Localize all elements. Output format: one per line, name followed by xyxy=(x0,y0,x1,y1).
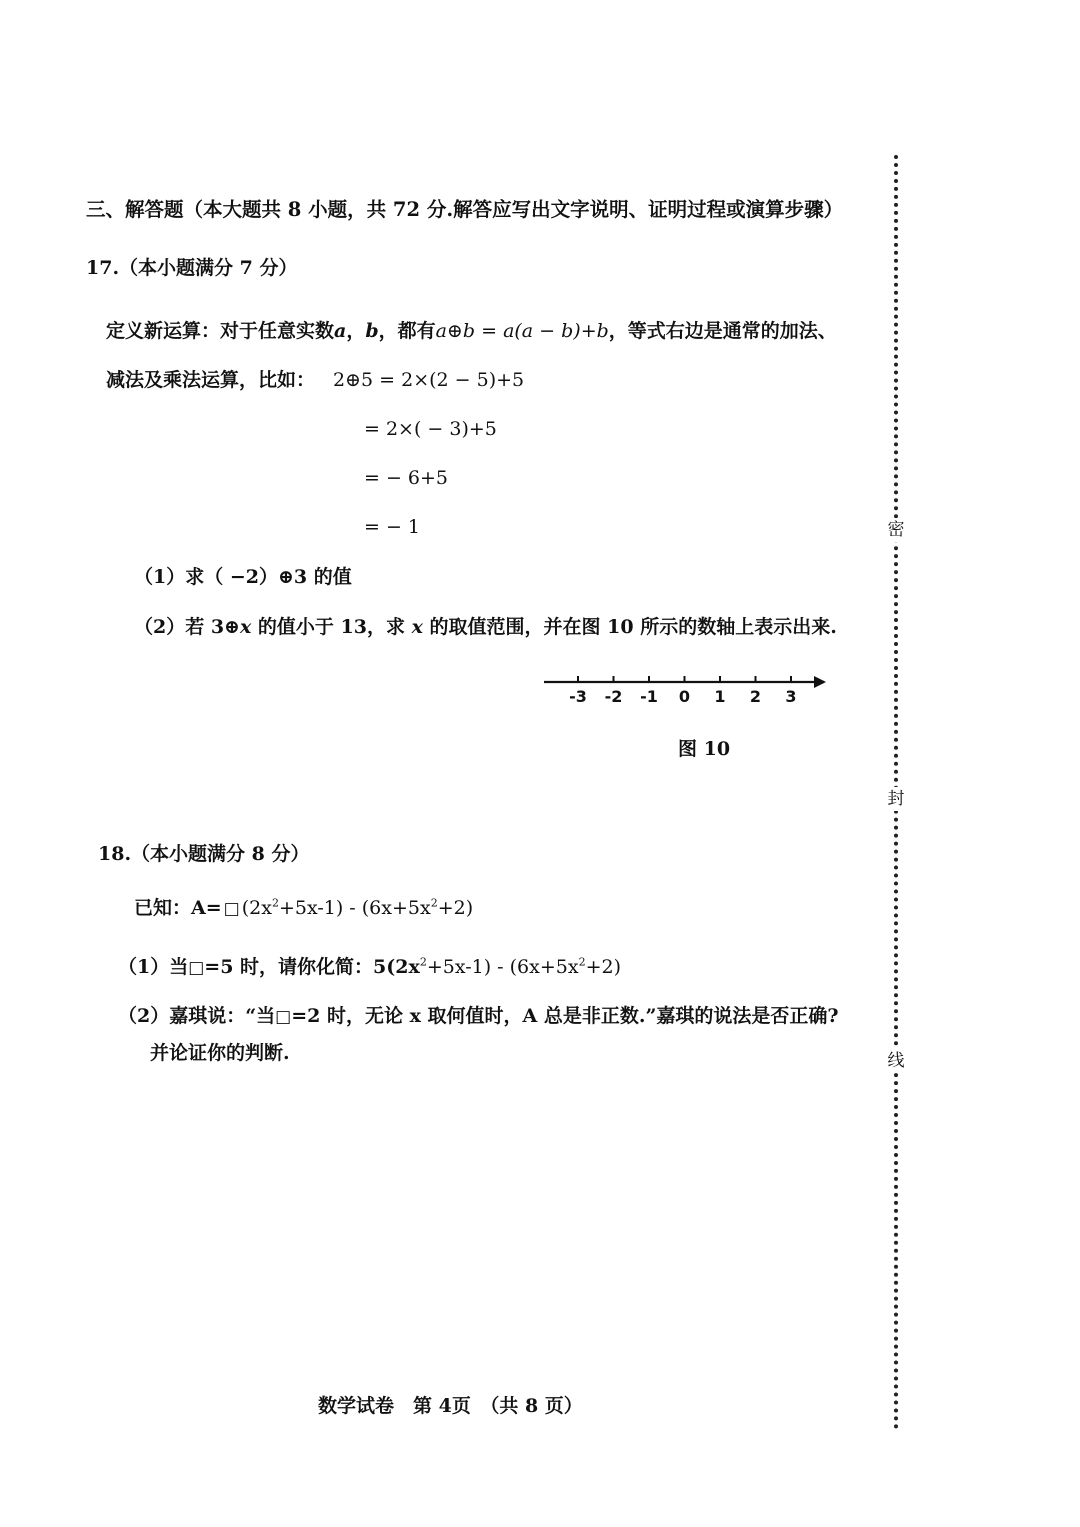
box-placeholder-icon: □ xyxy=(223,899,240,919)
q17-part2-x1: x xyxy=(239,616,252,638)
q18-given: 已知：A= □ $(2x^2+5x-1) - (6x+5x^2+2)$ xyxy=(134,896,474,919)
q17-example-eq1: 2⊕5 = 2×(2 − 5)+5 xyxy=(333,369,525,391)
section-heading: 三、解答题（本大题共 8 小题，共 72 分.解答应写出文字说明、证明过程或演算步骤） xyxy=(86,198,844,221)
q17-title: 17.（本小题满分 7 分） xyxy=(86,257,298,279)
number-line-tick-label: 3 xyxy=(785,687,797,706)
seal-char-xian: 线 xyxy=(884,1049,908,1073)
q17-intro-c: ，等式右边是通常的加法、 xyxy=(608,320,837,342)
page-footer: 数学试卷 第 4页 （共 8 页） xyxy=(318,1395,583,1417)
q18-part1: （1）当□=5 时，请你化简：$5(2x^2+5x-1) - (6x+5x^2+2)$ xyxy=(118,955,621,978)
box-placeholder-icon: □ xyxy=(188,958,205,978)
q17-example-line1 xyxy=(106,368,524,392)
seal-char-mi: 密 xyxy=(884,518,908,542)
q17-intro-b: ，都有 xyxy=(378,320,436,342)
q17-part2 xyxy=(134,615,837,639)
number-line-tick-label: 0 xyxy=(678,687,691,706)
q17-part2-x2: x xyxy=(411,616,423,638)
q17-var-b: b xyxy=(365,320,379,342)
q17-intro-a: 定义新运算：对于任意实数 xyxy=(106,320,335,342)
q18-title: 18.（本小题满分 8 分） xyxy=(98,843,310,865)
q18-part2-line2: 并论证你的判断. xyxy=(150,1042,290,1064)
q17-definition-line xyxy=(106,319,837,343)
q17-definition-formula: a⊕b = a(a − b)+b xyxy=(435,320,609,342)
box-placeholder-icon: □ xyxy=(275,1007,292,1027)
q17-comma: ， xyxy=(346,320,366,342)
q17-example-eq2: = 2×( − 3)+5 xyxy=(364,418,497,440)
number-line-tick-label: 2 xyxy=(749,687,762,706)
seal-char-feng: 封 xyxy=(884,787,908,811)
number-line-arrow xyxy=(814,676,826,688)
number-line-tick-label: 1 xyxy=(714,687,726,706)
number-line-tick-label: -1 xyxy=(640,687,658,706)
number-line-ticks xyxy=(569,676,796,706)
q17-var-a: a xyxy=(334,320,347,342)
q17-part2-a: （2）若 3⊕ xyxy=(134,616,240,638)
number-line xyxy=(540,670,840,710)
q17-part2-b: 的值小于 13，求 xyxy=(251,616,412,638)
q17-example-eq4: = − 1 xyxy=(364,516,421,538)
q17-part1: （1）求（ −2）⊕3 的值 xyxy=(134,566,352,588)
q17-part2-c: 的取值范围，并在图 10 所示的数轴上表示出来. xyxy=(422,616,837,638)
figure-caption: 图 10 xyxy=(678,738,731,760)
q18-part2: （2）嘉琪说：“当□=2 时，无论 x 取何值时，A 总是非正数.”嘉琪的说法是否正确? xyxy=(118,1005,839,1027)
number-line-tick-label: -3 xyxy=(569,687,587,706)
q18-given-label: 已知：A= xyxy=(134,897,222,919)
number-line-tick-label: -2 xyxy=(604,687,623,706)
q17-line2-prefix: 减法及乘法运算，比如： xyxy=(106,369,316,391)
q17-example-eq3: = − 6+5 xyxy=(364,467,449,489)
